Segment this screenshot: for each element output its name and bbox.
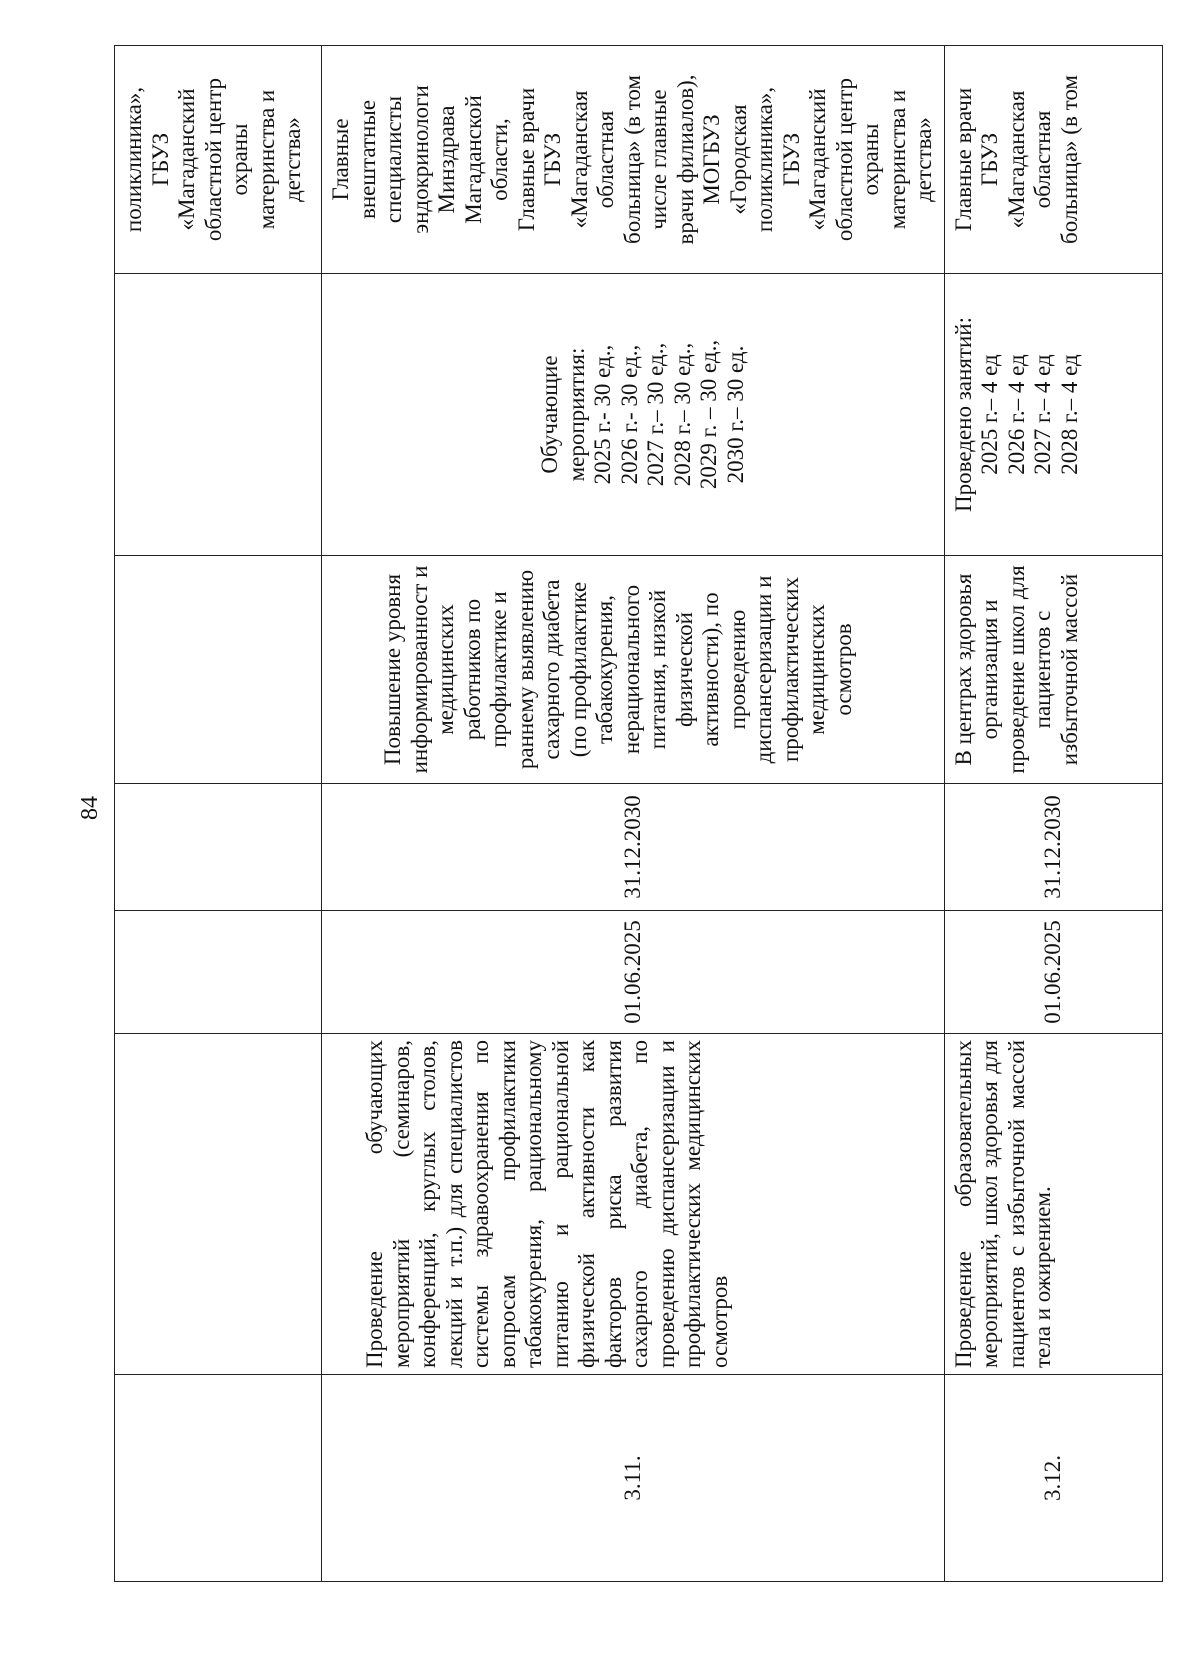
responsible-cell: поликлиника», ГБУЗ «Магаданский областной центр охраны материнства и детства»	[115, 46, 322, 274]
measures-table	[114, 45, 1163, 1582]
responsible-cell: Главные врачи ГБУЗ «Магаданская областная больница» (в том	[944, 46, 1162, 274]
responsible-cell: Главные внештатные специалисты эндокринологи Минздрава Магаданской области, Главные врачи ГБУЗ «Магаданская областная больница» (в том числе главные врачи филиалов), МОГБУЗ «Городская поликлиника», ГБУЗ «Магаданский областной центр охраны материнства и детства»	[322, 46, 945, 274]
measure-name-cell: Проведение образовательных мероприятий, школ здоровья для пациентов с избыточной массой тела и ожирением.	[944, 1034, 1162, 1375]
indicator-cell: Проведено занятий: 2025 г.– 4 ед 2026 г.– 4 ед 2027 г.– 4 ед 2028 г.– 4 ед	[944, 274, 1162, 556]
page-number: 84	[77, 796, 103, 820]
indicator-cell	[115, 274, 322, 556]
end-date-cell	[115, 784, 322, 911]
row-number-cell: 3.12.	[944, 1375, 1162, 1582]
result-cell: В центрах здоровья организация и проведение школ для пациентов с избыточной массой	[944, 556, 1162, 784]
result-cell: Повышение уровня информированност и медицинских работников по профилактике и раннему выявлению сахарного диабета (по профилактике табакокурения, нерационального питания, низкой физической активности), по проведению диспансеризации и профилактических медицинских осмотров	[322, 556, 945, 784]
start-date-cell: 01.06.2025	[322, 911, 945, 1034]
measure-name-cell: Проведение обучающих мероприятий (семинаров, конференций, круглых столов, лекций и т.п.) для специалистов системы здравоохранения по вопросам профилактики табакокурения, рациональному питанию и рациональной физической активности как факторов риска развития сахарного диабета, по проведению диспансеризации и профилактических медицинских осмотров	[322, 1034, 945, 1375]
measures-table-rotated	[114, 46, 1142, 1582]
indicator-cell: Обучающие мероприятия: 2025 г.- 30 ед., 2026 г.- 30 ед., 2027 г.– 30 ед., 2028 г.– 30 ед., 2029 г. – 30 ед., 2030 г.– 30 ед.	[322, 274, 945, 556]
table-row	[944, 46, 1162, 1582]
measure-name-cell	[115, 1034, 322, 1375]
start-date-cell: 01.06.2025	[944, 911, 1162, 1034]
end-date-cell: 31.12.2030	[944, 784, 1162, 911]
table-row	[115, 46, 322, 1582]
result-cell	[115, 556, 322, 784]
row-number-cell	[115, 1375, 322, 1582]
end-date-cell: 31.12.2030	[322, 784, 945, 911]
table-row	[322, 46, 945, 1582]
row-number-cell: 3.11.	[322, 1375, 945, 1582]
start-date-cell	[115, 911, 322, 1034]
